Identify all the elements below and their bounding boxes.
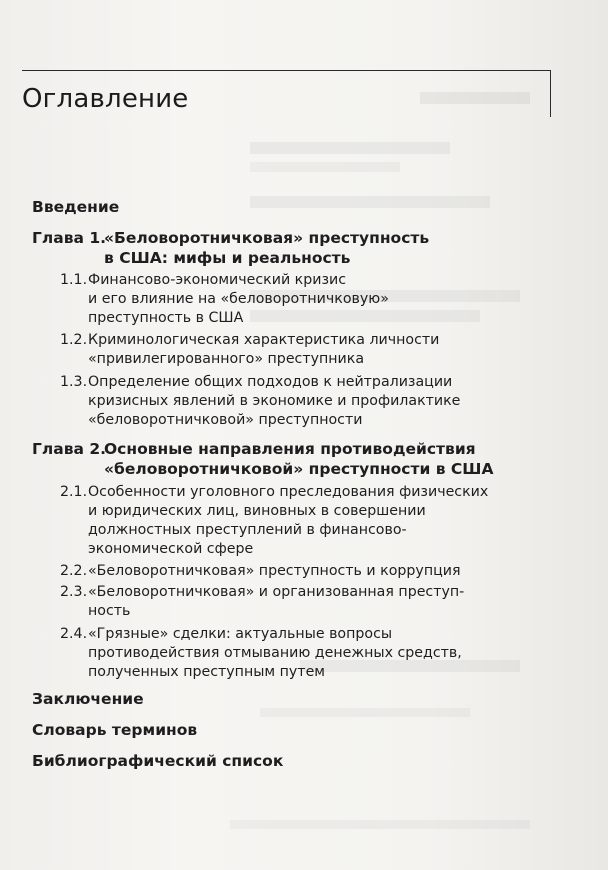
section-title-line: «Беловоротничковая» преступность и коррупция (88, 563, 461, 579)
section-title-line: полученных преступным путем (88, 664, 325, 680)
page-title: Оглавление (22, 84, 189, 114)
section-title-line: «Грязные» сделки: актуальные вопросы (88, 626, 393, 642)
toc-entry-title: Словарь терминов (32, 721, 198, 739)
section-title-line: противодействия отмыванию денежных средств, (88, 645, 462, 661)
chapter-title-line: «беловоротничковой» преступности в США (104, 460, 494, 478)
section-number: 1.2. (60, 332, 88, 348)
chapter-title-line: «Беловоротничковая» преступность (104, 229, 430, 247)
section-title-line: и его влияние на «беловоротничковую» (88, 291, 389, 307)
section-title-line: Криминологическая характеристика личности (88, 332, 440, 348)
section-title-line: Особенности уголовного преследования физических (88, 484, 489, 500)
section-number: 1.3. (60, 374, 88, 390)
section-number: 2.4. (60, 626, 88, 642)
section-title-line: «Беловоротничковая» и организованная преступ- (88, 584, 465, 600)
toc-entry-title: Введение (32, 198, 120, 216)
chapter-title-line: в США: мифы и реальность (104, 249, 351, 267)
section-title-line: кризисных явлений в экономике и профилактике (88, 393, 461, 409)
section-title-line: ность (88, 603, 131, 619)
section-title-line: «привилегированного» преступника (88, 351, 365, 367)
chapter-title-line: Основные направления противодействия (104, 440, 476, 458)
section-title-line: преступность в США (88, 310, 244, 326)
chapter-number: Глава 2. (32, 440, 107, 458)
toc-entry-title: Библиографический список (32, 752, 284, 770)
section-title-line: экономической сфере (88, 541, 254, 557)
section-number: 2.3. (60, 584, 88, 600)
section-number: 2.1. (60, 484, 88, 500)
section-title-line: Определение общих подходов к нейтрализации (88, 374, 453, 390)
section-title-line: и юридических лиц, виновных в совершении (88, 503, 426, 519)
toc-entry-title: Заключение (32, 690, 144, 708)
section-title-line: «беловоротничковой» преступности (88, 412, 363, 428)
section-title-line: Финансово-экономический кризис (88, 272, 347, 288)
section-title-line: должностных преступлений в финансово- (88, 522, 407, 538)
chapter-number: Глава 1. (32, 229, 107, 247)
section-number: 2.2. (60, 563, 88, 579)
section-number: 1.1. (60, 272, 88, 288)
